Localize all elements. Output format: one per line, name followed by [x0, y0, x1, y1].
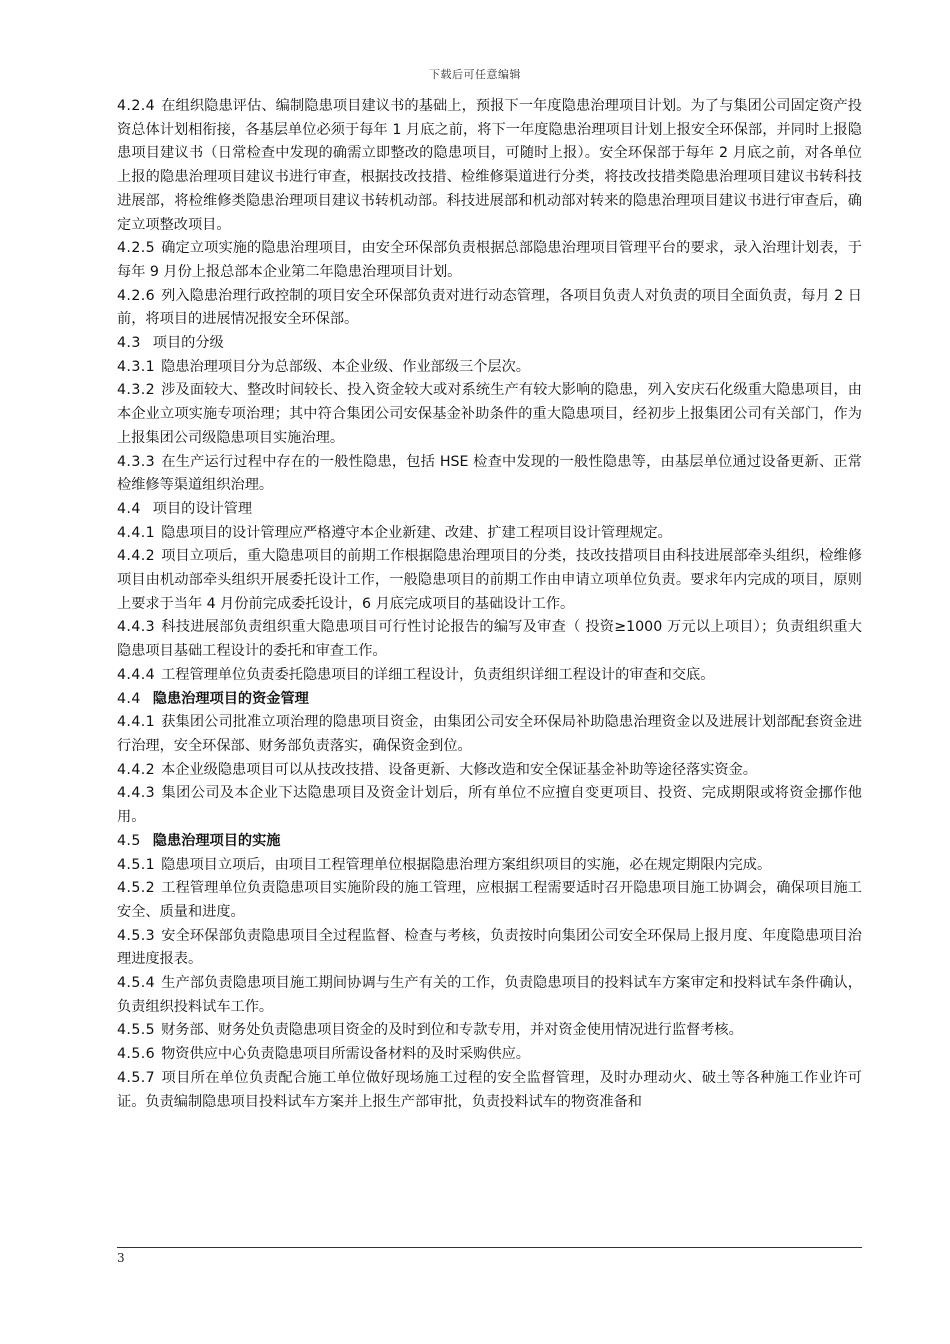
clause-text: 物资供应中心负责隐患项目所需设备材料的及时采购供应。 — [161, 1046, 530, 1063]
clause-text: 本企业级隐患项目可以从技改技措、设备更新、大修改造和安全保证基金补助等途径落实资金。 — [161, 761, 757, 778]
clause-number: 4.5.7 — [117, 1069, 156, 1086]
paragraph — [117, 285, 862, 332]
section-title: 隐患治理项目的资金管理 — [152, 690, 309, 707]
document-body — [117, 95, 862, 1114]
clause-number: 4.3.1 — [117, 358, 156, 375]
section-number: 4.4 — [117, 690, 141, 707]
paragraph — [117, 1067, 862, 1114]
footer-divider — [117, 1247, 862, 1248]
paragraph — [117, 711, 862, 758]
paragraph — [117, 759, 862, 783]
clause-text: 工程管理单位负责隐患项目实施阶段的施工管理，应根据工程需要适时召开隐患项目施工协调会，确保项目施工安全、质量和进度。 — [117, 880, 862, 920]
paragraph — [117, 379, 862, 450]
paragraph — [117, 522, 862, 546]
paragraph — [117, 95, 862, 237]
clause-text: 确定立项实施的隐患治理项目，由安全环保部负责根据总部隐患治理项目管理平台的要求，录入治理计划表，于每年 9 月份上报总部本企业第二年隐患治理项目计划。 — [117, 240, 862, 280]
paragraph — [117, 237, 862, 284]
paragraph — [117, 925, 862, 972]
paragraph — [117, 545, 862, 616]
section-heading — [117, 830, 862, 854]
paragraph — [117, 616, 862, 663]
clause-number: 4.4.2 — [117, 761, 156, 778]
clause-text: 科技进展部负责组织重大隐患项目可行性讨论报告的编写及审查（ 投资≥1000 万元以上项目）；负责组织重大隐患项目基础工程设计的委托和审查工作。 — [117, 619, 862, 660]
clause-text: 隐患项目立项后，由项目工程管理单位根据隐患治理方案组织项目的实施，必在规定期限内完成。 — [161, 856, 772, 873]
paragraph — [117, 664, 862, 688]
clause-text: 在生产运行过程中存在的一般性隐患，包括 HSE 检查中发现的一般性隐患等，由基层单位通过设备更新、正常检维修等渠道组织治理。 — [117, 453, 862, 494]
paragraph — [117, 1019, 862, 1043]
paragraph — [117, 854, 862, 878]
section-heading — [117, 688, 862, 712]
clause-text: 隐患治理项目分为总部级、本企业级、作业部级三个层次。 — [161, 358, 530, 375]
paragraph — [117, 972, 862, 1019]
clause-text: 工程管理单位负责委托隐患项目的详细工程设计，负责组织详细工程设计的审查和交底。 — [161, 666, 715, 683]
clause-number: 4.2.4 — [117, 98, 156, 114]
clause-text: 列入隐患治理行政控制的项目安全环保部负责对进行动态管理，各项目负责人对负责的项目全面负责，每月 2 日前，将项目的进展情况报安全环保部。 — [117, 287, 862, 328]
section-heading — [117, 332, 862, 356]
clause-number: 4.4.1 — [117, 524, 156, 541]
clause-text: 隐患项目的设计管理应严格遵守本企业新建、改建、扩建工程项目设计管理规定。 — [161, 524, 672, 541]
paragraph — [117, 782, 862, 829]
clause-number: 4.3.3 — [117, 453, 156, 470]
clause-number: 4.5.4 — [117, 975, 156, 992]
clause-number: 4.5.2 — [117, 880, 156, 897]
paragraph — [117, 356, 862, 380]
clause-number: 4.5.3 — [117, 927, 156, 944]
clause-number: 4.4.4 — [117, 666, 156, 683]
paragraph — [117, 451, 862, 498]
clause-number: 4.4.1 — [117, 714, 156, 731]
clause-text: 项目所在单位负责配合施工单位做好现场施工过程的安全监督管理，及时办理动火、破土等各种施工作业许可证。负责编制隐患项目投料试车方案并上报生产部审批，负责投料试车的物资准备和 — [117, 1069, 862, 1110]
section-number: 4.3 — [117, 335, 141, 352]
clause-number: 4.4.3 — [117, 619, 156, 636]
clause-text: 财务部、财务处负责隐患项目资金的及时到位和专款专用，并对资金使用情况进行监督考核。 — [161, 1022, 743, 1039]
clause-text: 集团公司及本企业下达隐患项目及资金计划后，所有单位不应擅自变更项目、投资、完成期限或将资金挪作他用。 — [117, 785, 862, 826]
clause-number: 4.2.6 — [117, 287, 156, 304]
clause-text: 安全环保部负责隐患项目全过程监督、检查与考核，负责按时向集团公司安全环保局上报月度、年度隐患项目治理进度报表。 — [117, 927, 862, 968]
clause-text: 获集团公司批准立项治理的隐患项目资金，由集团公司安全环保局补助隐患治理资金以及进展计划部配套资金进行治理，安全环保部、财务部负责落实，确保资金到位。 — [117, 714, 862, 754]
section-number: 4.4 — [117, 500, 141, 517]
page-number: 3 — [117, 1251, 125, 1265]
clause-number: 4.5.1 — [117, 856, 156, 873]
page-header: 下载后可任意编辑 — [429, 68, 521, 81]
clause-text: 在组织隐患评估、编制隐患项目建议书的基础上，预报下一年度隐患治理项目计划。为了与集团公司固定资产投资总体计划相衔接，各基层单位必须于每年 1 月底之前，将下一年度隐患治理项目计划上报安全环保部，并同时上报隐患项目建议书（日常检查中发现的确需立即整改的隐患项目，可随时上报）。安全环保部于每年 2 月底之前，对各单位上报的隐患治理项目建议书进行审查，根据技改技措、检维修渠道进行分类，将技改技措类隐患治理项目建议书转科技进展部，将检维修类隐患治理项目建议书转机动部。科技进展部和机动部对转来的隐患治理项目建议书进行审查后，确定立项整改项目。 — [117, 98, 862, 233]
clause-number: 4.5.6 — [117, 1046, 156, 1063]
clause-number: 4.5.5 — [117, 1022, 156, 1039]
clause-text: 涉及面较大、整改时间较长、投入资金较大或对系统生产有较大影响的隐患，列入安庆石化级重大隐患项目，由本企业立项实施专项治理；其中符合集团公司安保基金补助条件的重大隐患项目，经初步上报集团公司有关部门，作为上报集团公司级隐患项目实施治理。 — [117, 382, 862, 446]
paragraph — [117, 877, 862, 924]
clause-number: 4.2.5 — [117, 240, 156, 257]
section-number: 4.5 — [117, 832, 141, 849]
paragraph — [117, 1043, 862, 1067]
section-title: 隐患治理项目的实施 — [152, 832, 281, 849]
clause-number: 4.3.2 — [117, 382, 156, 399]
clause-number: 4.4.3 — [117, 785, 156, 802]
section-heading — [117, 498, 862, 522]
section-title: 项目的设计管理 — [152, 500, 253, 517]
clause-text: 项目立项后，重大隐患项目的前期工作根据隐患治理项目的分类，技改技措项目由科技进展部牵头组织，检维修项目由机动部牵头组织开展委托设计工作，一般隐患项目的前期工作由申请立项单位负责。要求年内完成的项目，原则上要求于当年 4 月份前完成委托设计，6 月底完成项目的基础设计工作。 — [117, 548, 862, 612]
section-title: 项目的分级 — [152, 335, 224, 352]
clause-text: 生产部负责隐患项目施工期间协调与生产有关的工作，负责隐患项目的投料试车方案审定和投料试车条件确认，负责组织投料试车工作。 — [117, 975, 862, 1015]
clause-number: 4.4.2 — [117, 548, 156, 565]
